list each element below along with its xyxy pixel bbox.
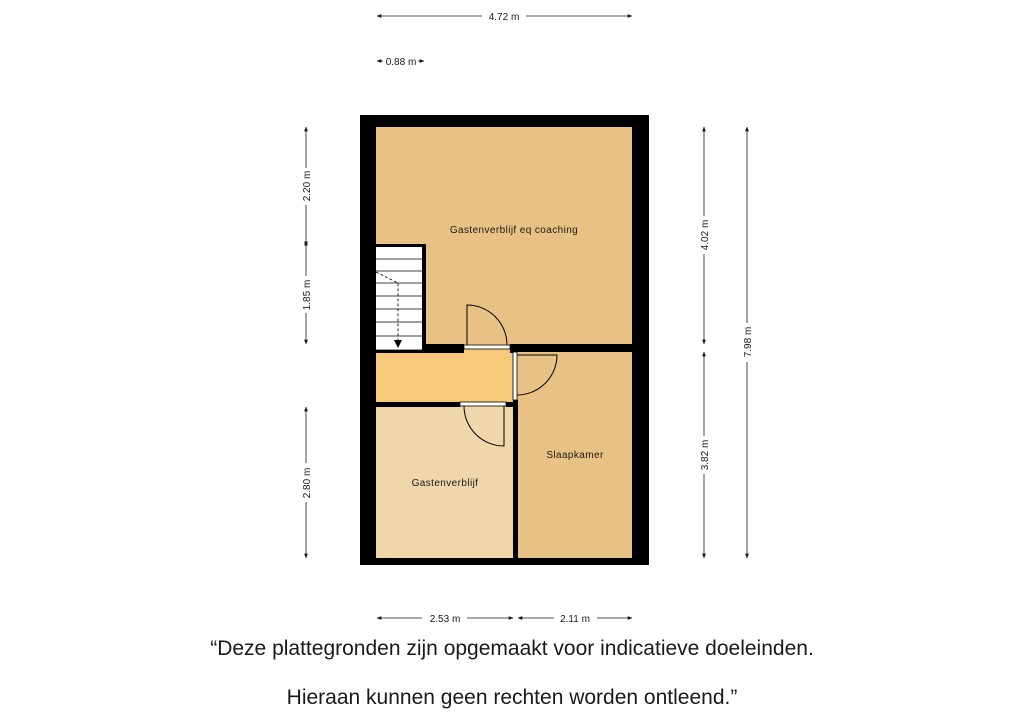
dim-bottom-left-label: 2.53 m	[429, 614, 461, 625]
room-label-bedroom: Slaapkamer	[546, 450, 604, 461]
dim-right-lower-label: 3.82 m	[700, 439, 711, 471]
disclaimer-line-1: “Deze plattegronden zijn opgemaakt voor indicatieve doeleinden.	[210, 637, 814, 660]
dim-top-small-label: 0.88 m	[385, 57, 417, 68]
wall-main-bedroom	[510, 344, 632, 352]
dim-bottom-right-label: 2.11 m	[560, 614, 590, 625]
dim-left-mid-label: 1.85 m	[302, 279, 313, 311]
dim-left-bottom-label: 2.80 m	[302, 467, 313, 499]
stairwell-wall-top	[376, 244, 426, 247]
dim-right-upper-label: 4.02 m	[700, 219, 711, 251]
room-label-main: Gastenverblijf eq coaching	[449, 225, 579, 236]
wall-hall-guest-right	[506, 402, 513, 407]
dim-left-top-label: 2.20 m	[302, 170, 313, 202]
stairwell	[376, 246, 422, 350]
dim-top-total-label: 4.72 m	[488, 12, 520, 23]
dim-right-total-label: 7.98 m	[743, 326, 754, 358]
room-hall-floor	[376, 353, 513, 402]
room-label-guest: Gastenverblijf	[411, 478, 479, 489]
stairwell-wall	[422, 246, 426, 350]
wall-hall-guest-left	[376, 402, 460, 407]
disclaimer-line-2: Hieraan kunnen geen rechten worden ontleend.”	[286, 686, 738, 709]
wall-main-hall	[426, 344, 464, 353]
